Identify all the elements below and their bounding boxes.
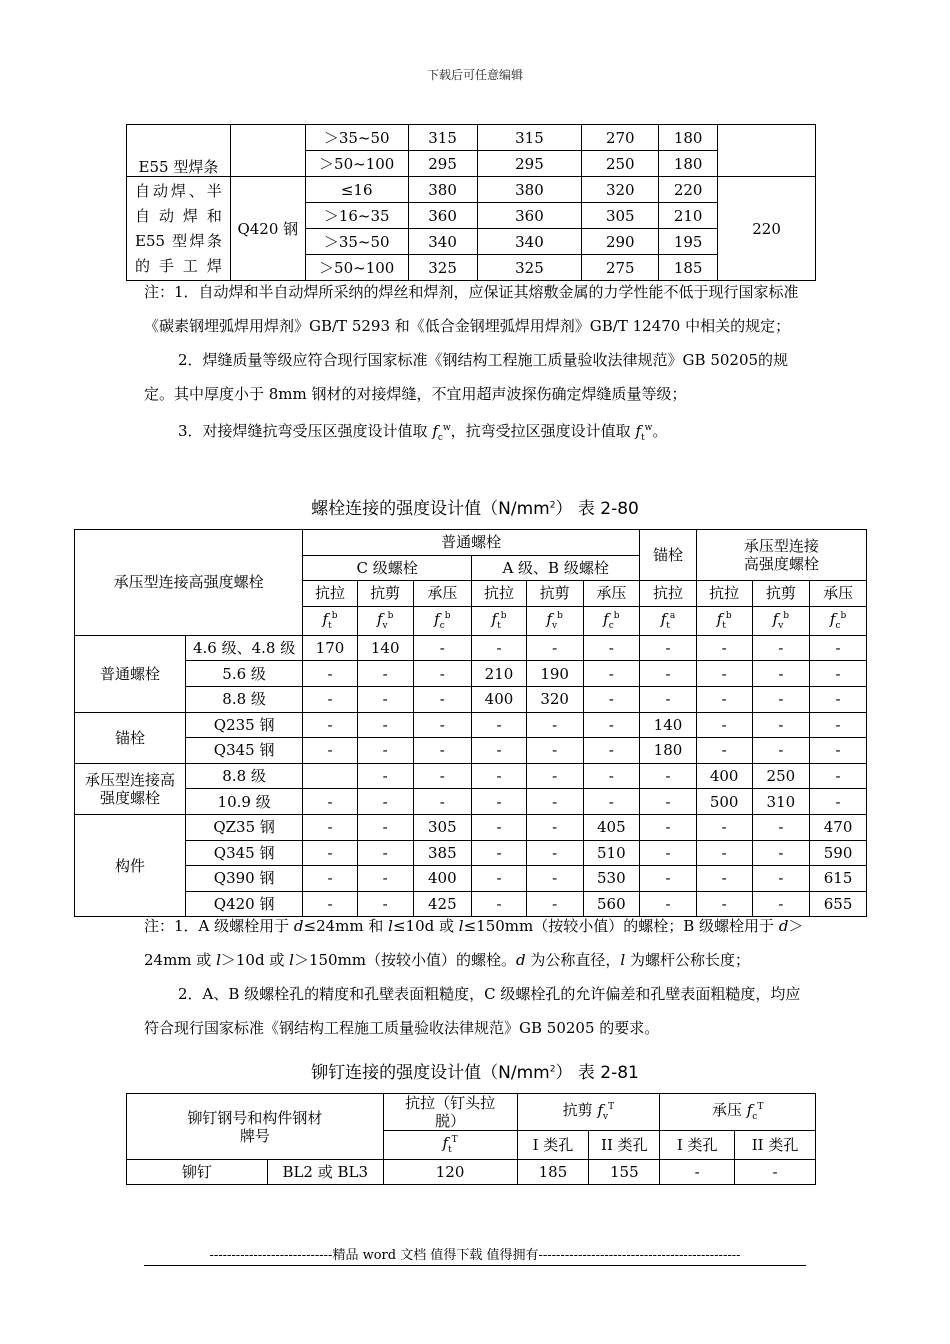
- value-cell: -: [640, 840, 697, 866]
- value-cell: -: [696, 840, 752, 866]
- value-cell: -: [303, 661, 358, 687]
- group-label: 锚栓: [75, 712, 186, 763]
- value-cell: 380: [408, 177, 477, 203]
- header-ab-grade: A 级、B 级螺栓: [472, 555, 640, 581]
- header-hole-class: II 类孔: [589, 1131, 660, 1160]
- value-cell: -: [696, 891, 752, 917]
- value-cell: -: [472, 814, 527, 840]
- grade-cell: 8.8 级: [186, 686, 303, 712]
- value-cell: -: [413, 661, 472, 687]
- table-row: [75, 866, 867, 892]
- value-cell: 510: [583, 840, 640, 866]
- value-cell: 180: [640, 738, 697, 764]
- table-row: [127, 1160, 816, 1185]
- weld-table-notes: [144, 275, 808, 455]
- weld-method-cell: E55 型焊条: [127, 125, 231, 177]
- value-cell: 405: [583, 814, 640, 840]
- page-header: 下载后可任意编辑: [426, 68, 523, 82]
- thickness-cell: ＞35~50: [305, 229, 408, 255]
- header-label: 抗拉: [303, 581, 358, 607]
- value-cell: -: [413, 635, 472, 661]
- value-cell: -: [810, 789, 867, 815]
- table-row: [75, 712, 867, 738]
- header-label: 承压: [810, 581, 867, 607]
- value-cell: -: [752, 738, 810, 764]
- rivet-grade-cell: BL2 或 BL3: [267, 1160, 383, 1185]
- value-cell: -: [752, 891, 810, 917]
- value-cell: -: [357, 763, 413, 789]
- value-cell: -: [810, 635, 867, 661]
- value-cell: -: [696, 712, 752, 738]
- value-cell: -: [526, 891, 583, 917]
- value-cell: -: [472, 840, 527, 866]
- value-cell: -: [583, 789, 640, 815]
- header-label: 抗拉: [472, 581, 527, 607]
- value-cell: -: [696, 686, 752, 712]
- value-cell: -: [303, 712, 358, 738]
- value-cell: -: [696, 661, 752, 687]
- header-hole-class: I 类孔: [517, 1131, 589, 1160]
- value-cell: -: [526, 866, 583, 892]
- value-cell: 385: [413, 840, 472, 866]
- header-symbol: $f_v^b$: [357, 606, 413, 635]
- header-symbol: $f_c^b$: [413, 606, 472, 635]
- value-cell: -: [303, 866, 358, 892]
- value-cell: 360: [408, 203, 477, 229]
- header-symbol: $f_t^T$: [383, 1131, 517, 1160]
- value-cell: 170: [303, 635, 358, 661]
- value-cell: 250: [582, 151, 659, 177]
- value-cell: 140: [357, 635, 413, 661]
- steel-grade-cell: Q420 钢: [230, 177, 305, 281]
- value-cell: 470: [810, 814, 867, 840]
- header-hole-class: II 类孔: [735, 1131, 816, 1160]
- value-cell: 305: [582, 203, 659, 229]
- grade-cell: 8.8 级: [186, 763, 303, 789]
- value-cell: -: [357, 814, 413, 840]
- value-cell: 400: [413, 866, 472, 892]
- value-cell: 185: [659, 255, 718, 281]
- header-anchor-bolt: 锚栓: [640, 530, 697, 581]
- header-c-grade: C 级螺栓: [303, 555, 472, 581]
- table-row: [127, 177, 816, 203]
- value-cell: -: [752, 686, 810, 712]
- steel-grade-cell: [230, 125, 305, 177]
- bolt-table-corner: 承压型连接高强度螺栓: [75, 530, 303, 636]
- header-symbol: $f_t^b$: [303, 606, 358, 635]
- value-cell: -: [810, 763, 867, 789]
- header-label: 抗剪: [526, 581, 583, 607]
- value-cell: -: [696, 738, 752, 764]
- table-row: [75, 814, 867, 840]
- value-cell: 190: [526, 661, 583, 687]
- value-cell: -: [640, 763, 697, 789]
- value-cell: 295: [408, 151, 477, 177]
- value-cell: -: [640, 891, 697, 917]
- value-cell: 400: [472, 686, 527, 712]
- value-cell: -: [526, 814, 583, 840]
- value-cell: 500: [696, 789, 752, 815]
- grade-cell: Q390 钢: [186, 866, 303, 892]
- weld-strength-table-continued: [126, 124, 816, 281]
- value-cell: -: [357, 866, 413, 892]
- value-cell: 380: [477, 177, 582, 203]
- value-cell: -: [810, 686, 867, 712]
- header-tension: 抗拉（钉头拉脱）: [383, 1094, 517, 1131]
- group-label: 构件: [75, 814, 186, 916]
- value-cell: 360: [477, 203, 582, 229]
- header-label: 抗剪: [357, 581, 413, 607]
- value-cell: -: [526, 635, 583, 661]
- table-header-row: [127, 1094, 816, 1131]
- thickness-cell: ＞16~35: [305, 203, 408, 229]
- table-row: [127, 125, 816, 151]
- note-paragraph: 3．对接焊缝抗弯受压区强度设计值取 $f_c^w$，抗弯受拉区强度设计值取 $f_t^w$。: [178, 422, 668, 443]
- value-cell: -: [303, 789, 358, 815]
- value-cell: -: [357, 686, 413, 712]
- grade-cell: Q345 钢: [186, 738, 303, 764]
- value-cell: -: [472, 763, 527, 789]
- value-cell: -: [735, 1160, 816, 1185]
- table-row: [75, 661, 867, 687]
- header-hole-class: I 类孔: [660, 1131, 735, 1160]
- value-cell: -: [696, 866, 752, 892]
- value-cell: -: [357, 891, 413, 917]
- value-cell: 220: [659, 177, 718, 203]
- header-bearing: 承压 $f_c^T$: [660, 1094, 816, 1131]
- value-cell: 340: [477, 229, 582, 255]
- value-cell: -: [810, 712, 867, 738]
- value-cell: -: [357, 738, 413, 764]
- value-cell: 270: [582, 125, 659, 151]
- value-cell: 400: [696, 763, 752, 789]
- header-label: 承压: [413, 581, 472, 607]
- rivet-strength-table: [126, 1093, 816, 1185]
- value-cell: -: [303, 840, 358, 866]
- value-cell: -: [583, 712, 640, 738]
- value-cell: 210: [659, 203, 718, 229]
- value-cell: 325: [408, 255, 477, 281]
- value-cell: -: [696, 635, 752, 661]
- grade-cell: Q345 钢: [186, 840, 303, 866]
- header-symbol: $f_v^b$: [752, 606, 810, 635]
- header-label: 承压: [583, 581, 640, 607]
- value-cell: 320: [526, 686, 583, 712]
- value-cell: -: [752, 712, 810, 738]
- header-symbol: $f_t^b$: [472, 606, 527, 635]
- value-cell: -: [357, 712, 413, 738]
- value-cell: -: [413, 738, 472, 764]
- value-cell: 140: [640, 712, 697, 738]
- value-cell: -: [640, 866, 697, 892]
- value-cell: -: [752, 635, 810, 661]
- value-cell: -: [810, 738, 867, 764]
- value-cell: -: [583, 738, 640, 764]
- value-cell: -: [303, 686, 358, 712]
- value-cell: 295: [477, 151, 582, 177]
- value-cell: 155: [589, 1160, 660, 1185]
- page-footer: ----------------------------精品 word 文档 值得下载 值得拥有----------------------------------------------: [144, 1244, 806, 1266]
- value-cell: -: [413, 712, 472, 738]
- value-cell: -: [472, 891, 527, 917]
- value-cell: 120: [383, 1160, 517, 1185]
- header-label: 抗拉: [640, 581, 697, 607]
- value-cell: 530: [583, 866, 640, 892]
- value-cell: 305: [413, 814, 472, 840]
- value-cell: 340: [408, 229, 477, 255]
- table-row: [75, 738, 867, 764]
- thickness-cell: ＞50~100: [305, 151, 408, 177]
- bolt-strength-table: [74, 529, 867, 917]
- value-cell: -: [526, 738, 583, 764]
- value-cell: 180: [659, 125, 718, 151]
- value-cell: 185: [517, 1160, 589, 1185]
- value-cell: -: [526, 840, 583, 866]
- thickness-cell: ＞50~100: [305, 255, 408, 281]
- value-cell: -: [472, 789, 527, 815]
- group-label: 承压型连接高强度螺栓: [75, 763, 186, 814]
- group-label: 普通螺栓: [75, 635, 186, 712]
- note-paragraph: 2．焊缝质量等级应符合现行国家标准《钢结构工程施工质量验收法律规范》GB 50205的规定。其中厚度小于 8mm 钢材的对接焊缝，不宜用超声波探伤确定焊缝质量等级；: [144, 351, 789, 403]
- value-cell: -: [472, 712, 527, 738]
- value-cell: -: [583, 686, 640, 712]
- header-symbol: $f_c^b$: [810, 606, 867, 635]
- header-label: 抗剪: [752, 581, 810, 607]
- value-cell: -: [660, 1160, 735, 1185]
- header-shear: 抗剪 $f_v^T$: [517, 1094, 660, 1131]
- value-cell: -: [357, 789, 413, 815]
- grade-cell: QZ35 钢: [186, 814, 303, 840]
- value-cell: 180: [659, 151, 718, 177]
- header-symbol: $f_t^a$: [640, 606, 697, 635]
- value-cell: -: [640, 789, 697, 815]
- grade-cell: 10.9 级: [186, 789, 303, 815]
- value-cell: 425: [413, 891, 472, 917]
- table-row: [75, 763, 867, 789]
- value-cell: 615: [810, 866, 867, 892]
- value-cell: 290: [582, 229, 659, 255]
- value-cell: -: [413, 763, 472, 789]
- value-cell: -: [752, 661, 810, 687]
- header-label: 抗拉: [696, 581, 752, 607]
- value-cell: -: [583, 763, 640, 789]
- note-paragraph: 注：1．自动焊和半自动焊所采纳的焊丝和焊剂，应保证其熔敷金属的力学性能不低于现行国家标准《碳素钢埋弧焊用焊剂》GB/T 5293 和《低合金钢埋弧焊用焊剂》GB/T 12470 中相关的规定；: [144, 283, 799, 335]
- header-normal-bolt: 普通螺栓: [303, 530, 640, 556]
- value-cell: -: [583, 635, 640, 661]
- value-cell: -: [303, 814, 358, 840]
- table-row: [75, 686, 867, 712]
- value-cell: 210: [472, 661, 527, 687]
- header-symbol: $f_t^b$: [696, 606, 752, 635]
- value-cell: -: [640, 661, 697, 687]
- value-cell: -: [413, 789, 472, 815]
- grade-cell: Q420 钢: [186, 891, 303, 917]
- value-cell: -: [303, 738, 358, 764]
- value-cell: -: [640, 635, 697, 661]
- value-cell: 320: [582, 177, 659, 203]
- value-cell: -: [583, 661, 640, 687]
- value-cell: 220: [718, 177, 816, 281]
- note-paragraph: 2．A、B 级螺栓孔的精度和孔壁表面粗糙度，C 级螺栓孔的允许偏差和孔壁表面粗糙度，均应符合现行国家标准《钢结构工程施工质量验收法律规范》GB 50205 的要求。: [144, 985, 801, 1037]
- value-cell: 560: [583, 891, 640, 917]
- grade-cell: 5.6 级: [186, 661, 303, 687]
- value-cell: -: [303, 891, 358, 917]
- value-cell: 315: [408, 125, 477, 151]
- value-cell: -: [640, 686, 697, 712]
- value-cell: [718, 125, 816, 177]
- thickness-cell: ＞35~50: [305, 125, 408, 151]
- value-cell: 195: [659, 229, 718, 255]
- value-cell: -: [526, 763, 583, 789]
- value-cell: -: [526, 789, 583, 815]
- grade-cell: Q235 钢: [186, 712, 303, 738]
- value-cell: -: [752, 840, 810, 866]
- value-cell: [303, 763, 358, 789]
- value-cell: -: [640, 814, 697, 840]
- table-header-row: [75, 530, 867, 556]
- table-row: [75, 635, 867, 661]
- value-cell: 315: [477, 125, 582, 151]
- weld-method-cell: 自动焊、半自动焊和E55 型焊条的手工焊: [127, 177, 231, 281]
- value-cell: -: [752, 866, 810, 892]
- table-row: [75, 840, 867, 866]
- grade-cell: 4.6 级、4.8 级: [186, 635, 303, 661]
- rivet-table-caption: 铆钉连接的强度设计值$(N/mm^2)$ 表 2-81: [311, 1063, 639, 1083]
- value-cell: -: [472, 738, 527, 764]
- value-cell: -: [357, 661, 413, 687]
- header-symbol: $f_v^b$: [526, 606, 583, 635]
- rivet-table-corner: 铆钉钢号和构件钢材牌号: [127, 1094, 384, 1160]
- value-cell: -: [357, 840, 413, 866]
- value-cell: -: [526, 712, 583, 738]
- value-cell: -: [810, 661, 867, 687]
- value-cell: -: [472, 866, 527, 892]
- thickness-cell: ≤16: [305, 177, 408, 203]
- rivet-cell: 铆钉: [127, 1160, 268, 1185]
- value-cell: 275: [582, 255, 659, 281]
- value-cell: 310: [752, 789, 810, 815]
- value-cell: -: [696, 814, 752, 840]
- table-row: [75, 789, 867, 815]
- value-cell: -: [413, 686, 472, 712]
- value-cell: -: [472, 635, 527, 661]
- note-paragraph: 注：1．A 级螺栓用于 d≤24mm 和 l≤10d 或 l≤150mm（按较小值）的螺栓；B 级螺栓用于 d＞24mm 或 l＞10d 或 l＞150mm（按较小值）的螺栓。d 为公称直径，l 为螺杆公称长度；: [144, 917, 804, 969]
- value-cell: -: [752, 814, 810, 840]
- value-cell: 325: [477, 255, 582, 281]
- value-cell: 655: [810, 891, 867, 917]
- bolt-table-caption: 螺栓连接的强度设计值$(N/mm^2)$ 表 2-80: [311, 499, 639, 519]
- bolt-table-notes: [144, 909, 808, 1045]
- value-cell: 590: [810, 840, 867, 866]
- header-symbol: $f_c^b$: [583, 606, 640, 635]
- header-high-strength-bolt: 承压型连接高强度螺栓: [696, 530, 866, 581]
- value-cell: 250: [752, 763, 810, 789]
